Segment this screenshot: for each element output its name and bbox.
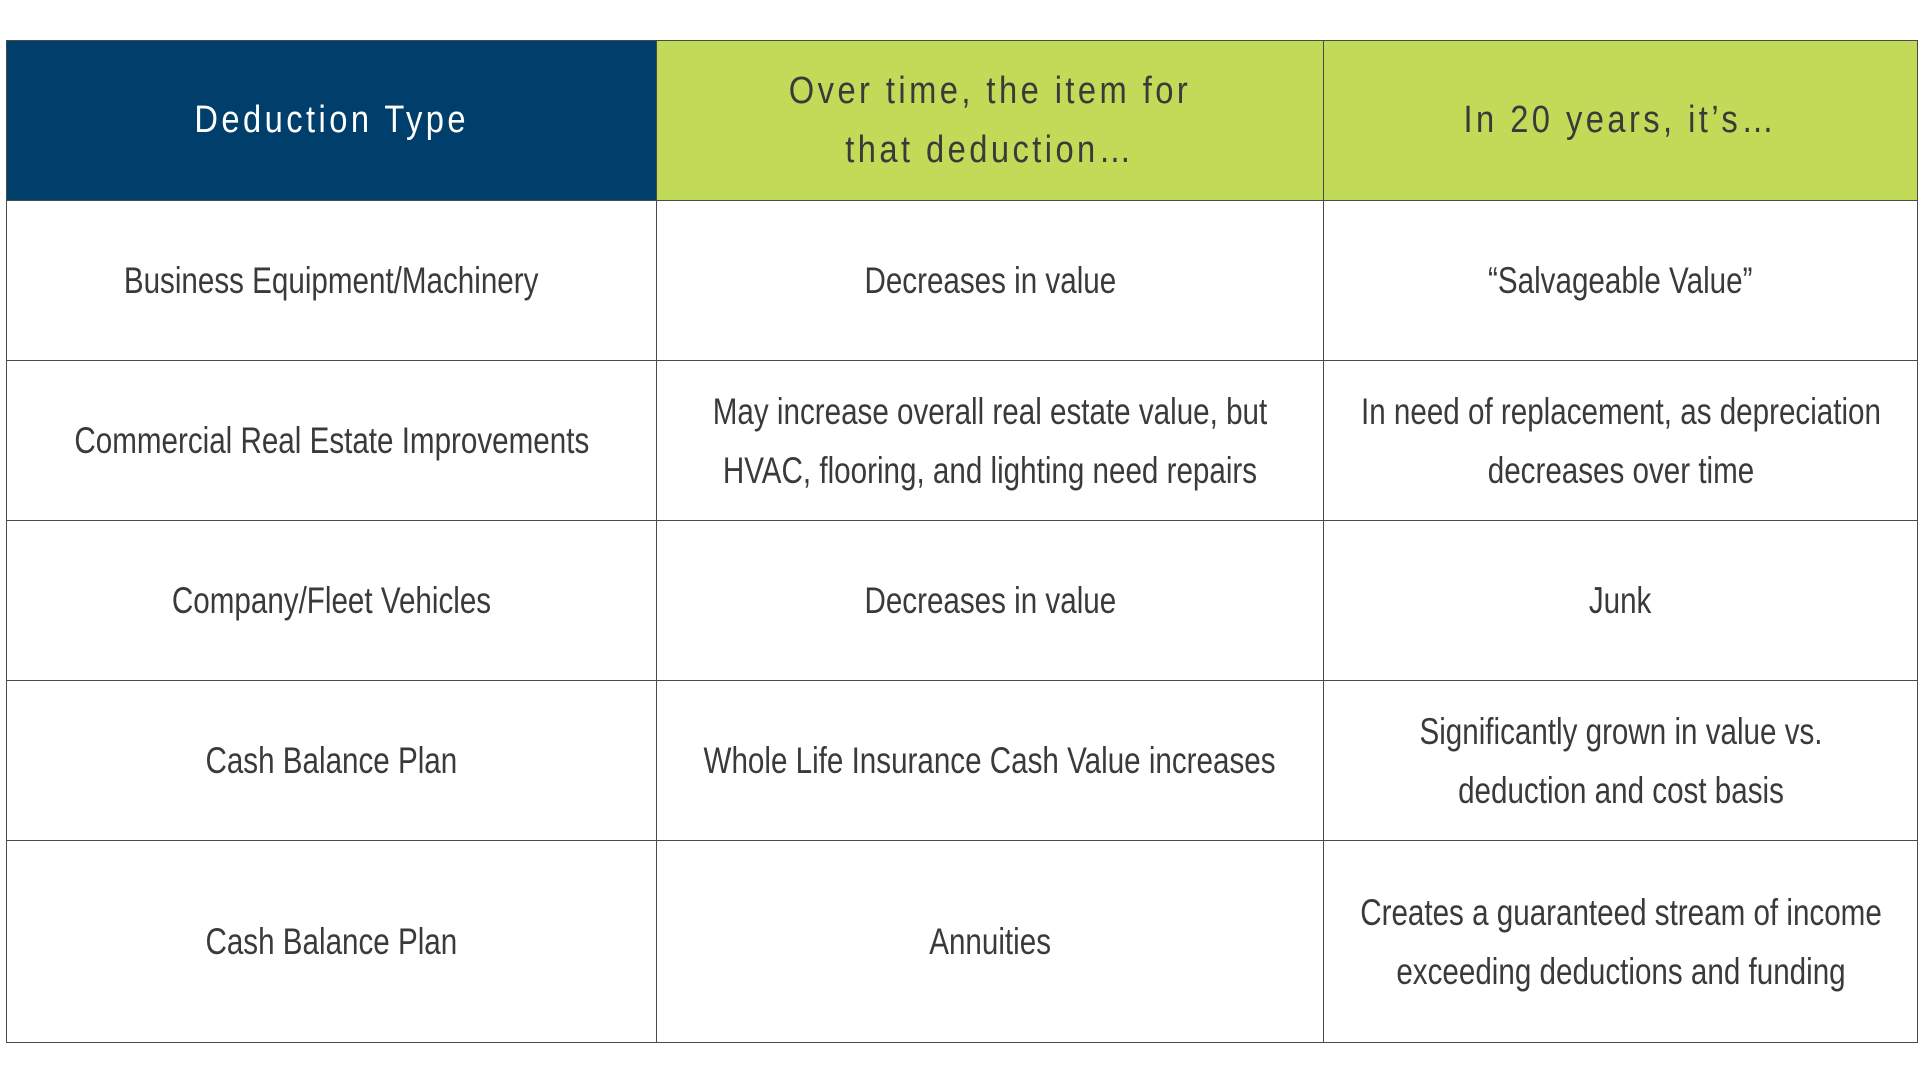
table-cell: Company/Fleet Vehicles: [7, 521, 657, 681]
table-cell: Business Equipment/Machinery: [7, 201, 657, 361]
table-cell: “Salvageable Value”: [1324, 201, 1918, 361]
header-in-20-years: In 20 years, it’s…: [1324, 41, 1918, 201]
table-cell: Annuities: [657, 841, 1324, 1043]
table-cell: May increase overall real estate value, but HVAC, flooring, and lighting need repairs: [657, 361, 1324, 521]
table-cell: Junk: [1324, 521, 1918, 681]
table-cell: Decreases in value: [657, 521, 1324, 681]
table-cell: Cash Balance Plan: [7, 841, 657, 1043]
table-cell: Creates a guaranteed stream of income exceeding deductions and funding: [1324, 841, 1918, 1043]
table-cell: Decreases in value: [657, 201, 1324, 361]
table-cell: Commercial Real Estate Improvements: [7, 361, 657, 521]
header-over-time: Over time, the item for that deduction…: [657, 41, 1324, 201]
header-deduction-type: Deduction Type: [7, 41, 657, 201]
deduction-comparison-table: [6, 40, 1918, 1043]
table-cell: Whole Life Insurance Cash Value increases: [657, 681, 1324, 841]
table-cell: Significantly grown in value vs. deduction and cost basis: [1324, 681, 1918, 841]
table-cell: In need of replacement, as depreciation decreases over time: [1324, 361, 1918, 521]
table-cell: Cash Balance Plan: [7, 681, 657, 841]
